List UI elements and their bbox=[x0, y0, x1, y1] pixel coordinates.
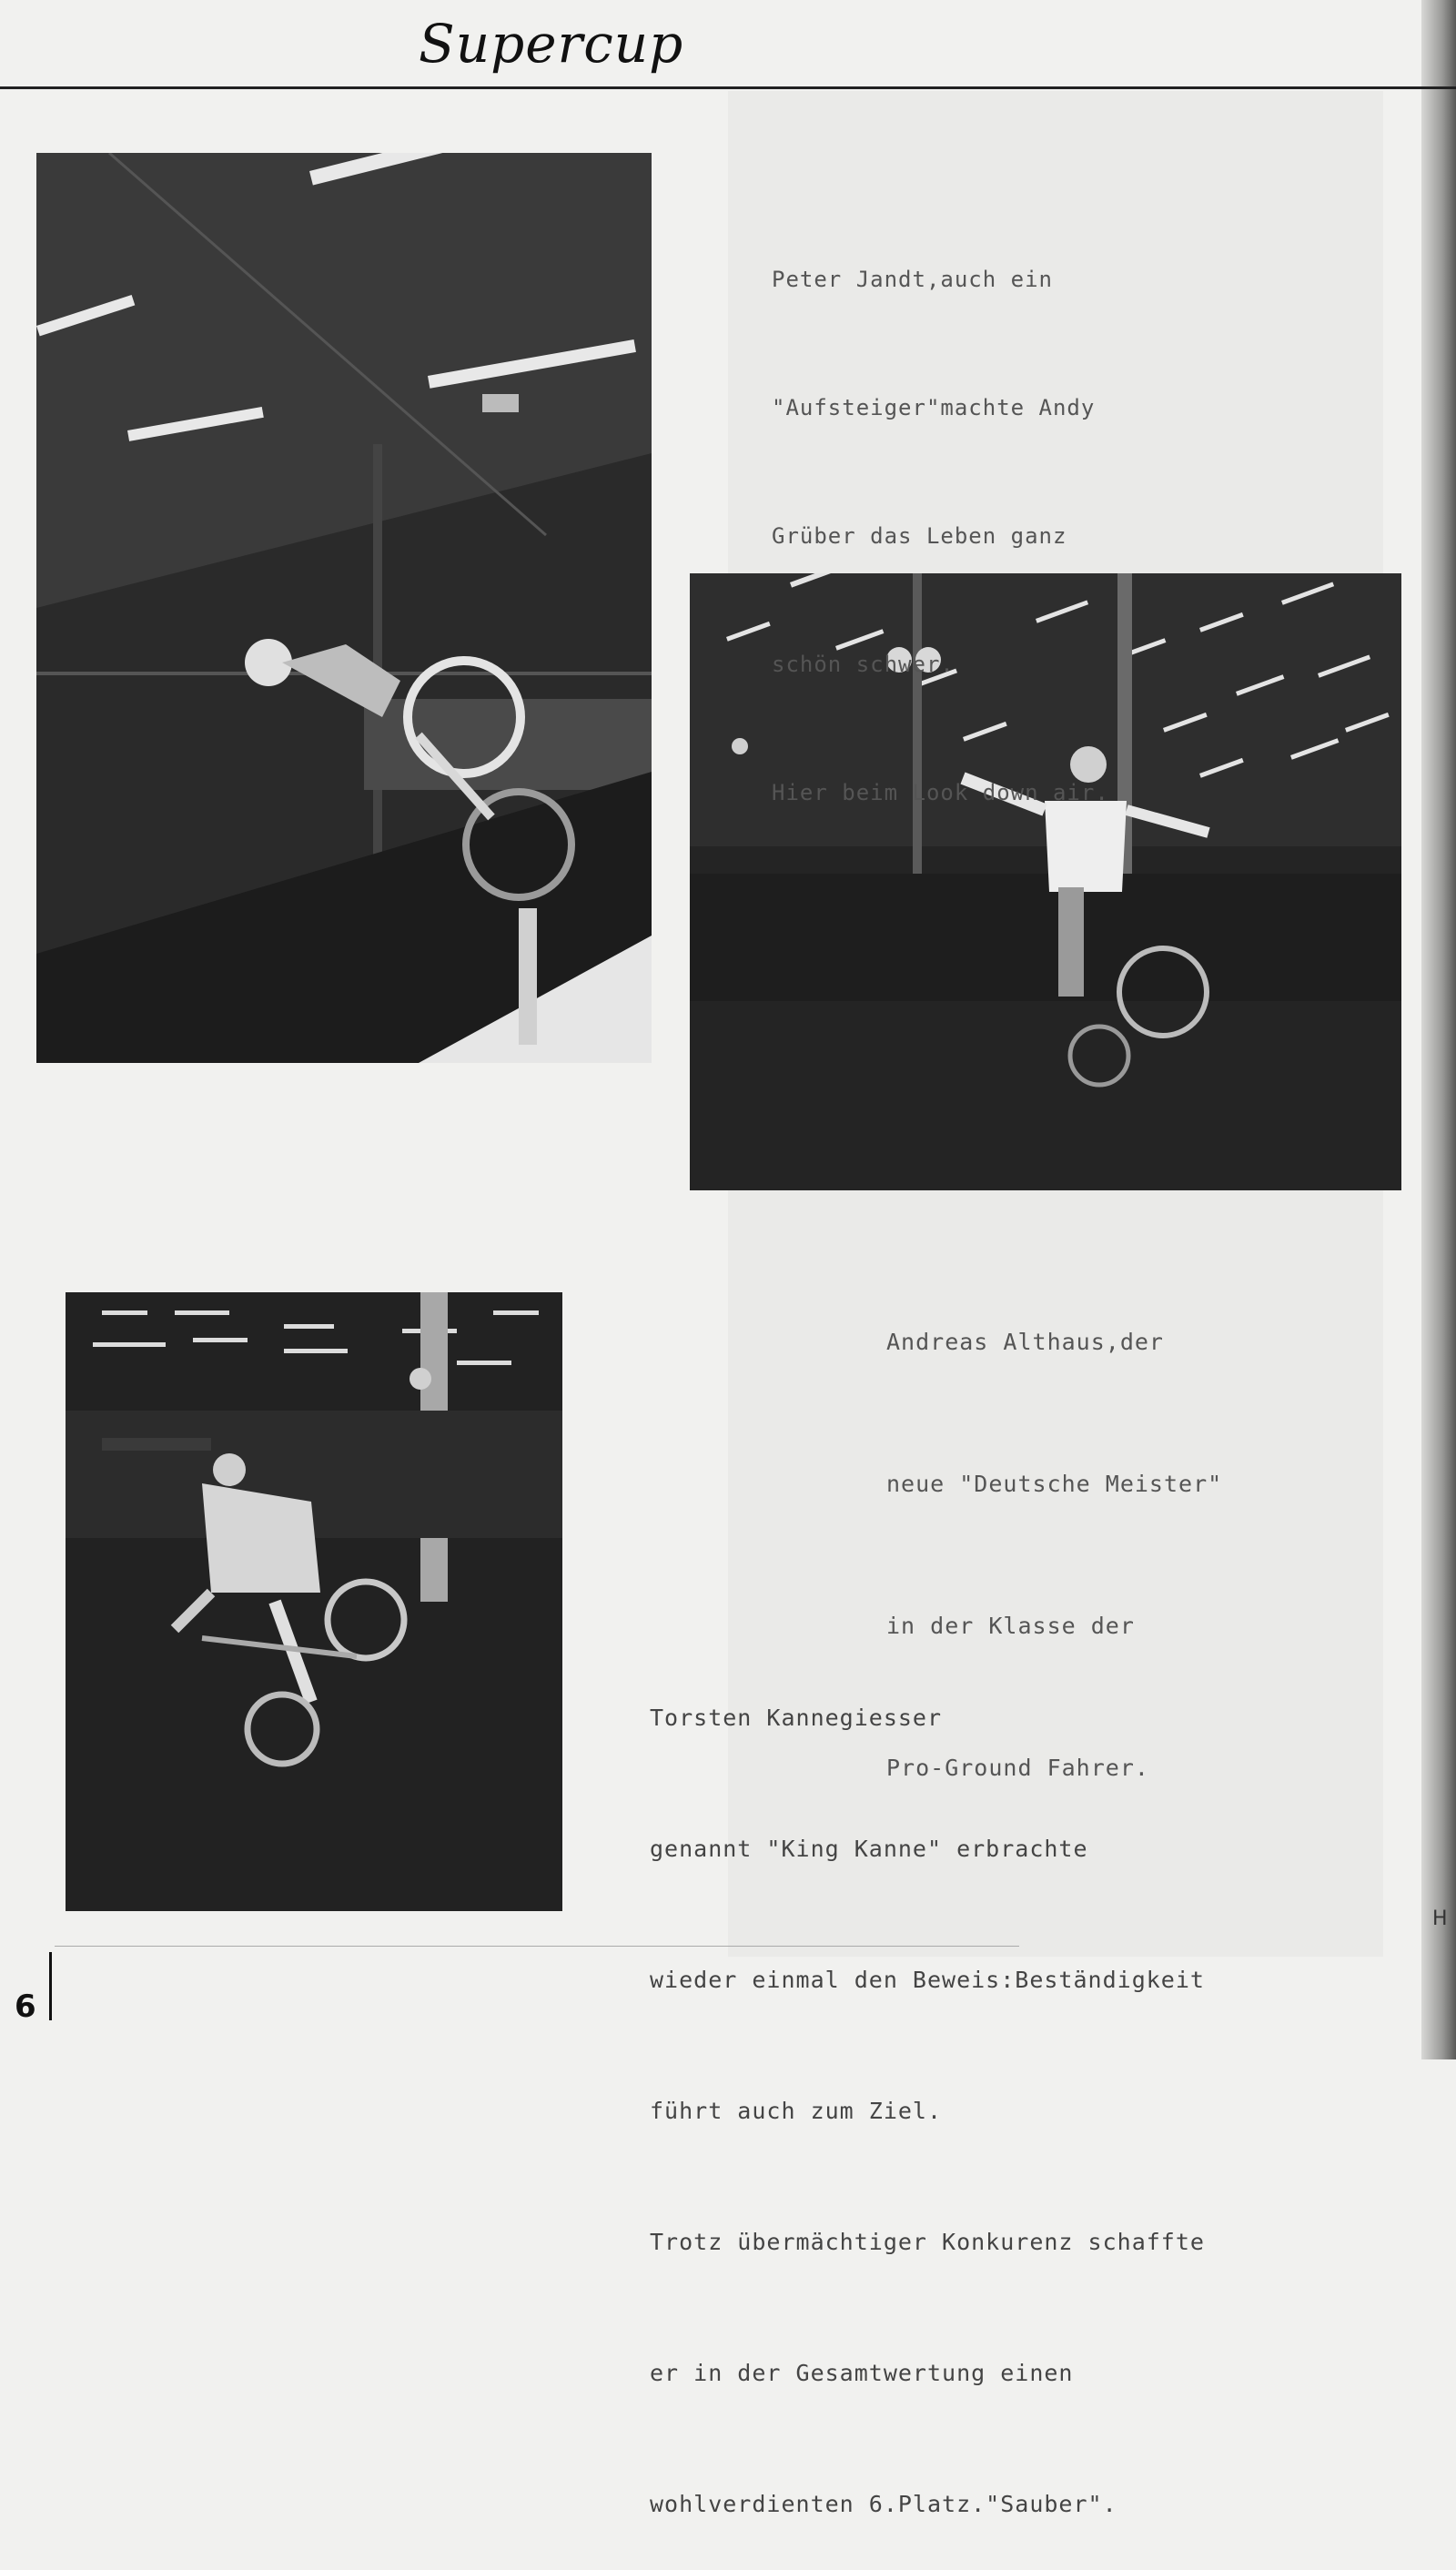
caption-line: wieder einmal den Beweis:Beständigkeit bbox=[650, 1967, 1205, 1993]
caption-line: genannt "King Kanne" erbrachte bbox=[650, 1836, 1088, 1862]
caption-line: schön schwer. bbox=[772, 652, 955, 677]
page-edge bbox=[1421, 0, 1456, 2059]
caption-line: Andreas Althaus,der bbox=[886, 1329, 1164, 1355]
page-number: 6 bbox=[15, 1988, 36, 2025]
caption-line: neue "Deutsche Meister" bbox=[886, 1471, 1223, 1497]
caption-line: Trotz übermächtiger Konkurenz schaffte bbox=[650, 2229, 1205, 2255]
photo-look-down-air-image bbox=[36, 153, 652, 1063]
footer-rule bbox=[55, 1946, 1019, 1947]
caption-peter-jandt bbox=[772, 173, 1109, 857]
page-title: Supercup bbox=[419, 13, 684, 75]
edge-letter: H bbox=[1432, 1907, 1448, 1930]
header-rule bbox=[0, 86, 1456, 89]
caption-line: Pro-Ground Fahrer. bbox=[886, 1755, 1149, 1781]
caption-line: Grüber das Leben ganz bbox=[772, 523, 1067, 549]
caption-line: Torsten Kannegiesser bbox=[650, 1705, 943, 1731]
photo-look-down-air bbox=[36, 153, 652, 1063]
caption-torsten-kannegiesser bbox=[650, 1609, 1205, 2570]
photo-king-kanne bbox=[66, 1292, 562, 1911]
caption-line: Peter Jandt,auch ein bbox=[772, 267, 1053, 292]
caption-line: Hier beim Look down air. bbox=[772, 780, 1109, 805]
photo-king-kanne-image bbox=[66, 1292, 562, 1911]
caption-line: wohlverdienten 6.Platz."Sauber". bbox=[650, 2491, 1117, 2517]
footer-bar bbox=[49, 1952, 52, 2020]
caption-line: in der Klasse der bbox=[886, 1613, 1135, 1639]
caption-line: er in der Gesamtwertung einen bbox=[650, 2360, 1074, 2386]
caption-line: "Aufsteiger"machte Andy bbox=[772, 395, 1096, 420]
caption-line: führt auch zum Ziel. bbox=[650, 2098, 943, 2124]
